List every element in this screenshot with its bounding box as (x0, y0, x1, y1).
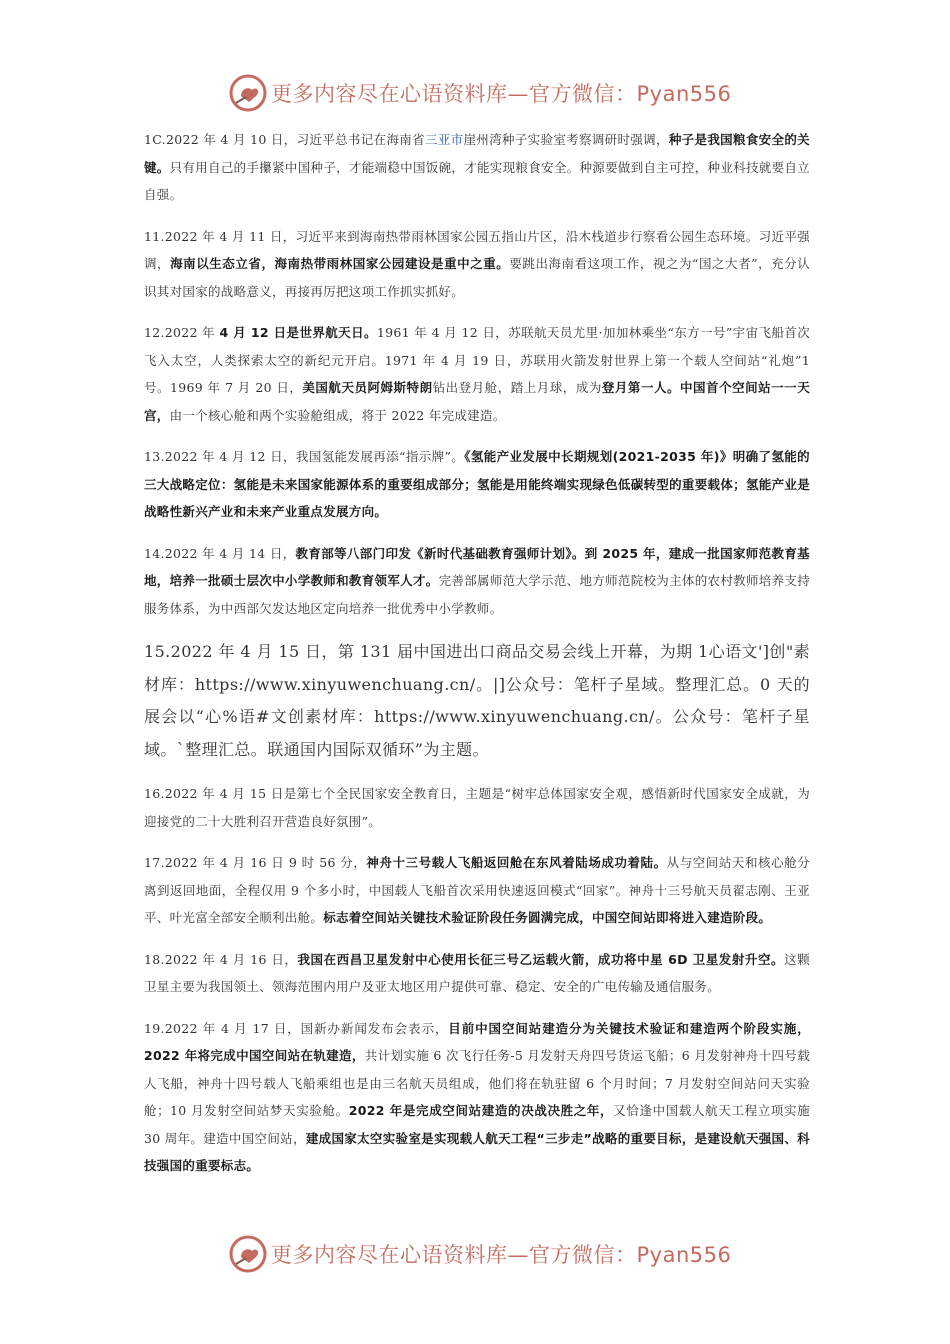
body-text: 又恰逢中国载人航天工程立项实施 30 周年。建造中国空间站， (144, 1103, 810, 1146)
emphasis-text: 2022 年是完成空间站建造的决战决胜之年， (348, 1103, 614, 1118)
news-item-18 (144, 946, 810, 1001)
hand-heart-logo-icon (228, 73, 268, 113)
news-item-14 (144, 540, 810, 623)
emphasis-text: 登月第一人。中国首个空间站一一天宫， (144, 380, 810, 423)
emphasis-text: 标志着空间站关键技术验证阶段任务圆满完成，中国空间站即将进入建造阶段。 (323, 910, 772, 925)
body-text: 1C.2022 年 4 月 10 日，习近平总书记在海南省 (144, 132, 425, 147)
emphasis-text: 《氢能产业发展中长期规划(2021-2035 年)》明确了氢能的三大战略定位：氢能是未来国家能源体系的重要组成部分；氢能是用能终端实现绿色低碳转型的重要载体；氢能产业是战略性新兴产业和未来产业重点发展方向。 (144, 449, 810, 519)
body-text: 崖州湾种子实验室考察调研时强调， (463, 132, 669, 147)
body-text: 11.2022 年 4 月 11 日，习近平来到海南热带雨林国家公园五指山片区，沿木栈道步行察看公园生态环境。习近平强调， (144, 228, 810, 271)
emphasis-text: 我国在西昌卫星发射中心使用长征三号乙运载火箭，成功将中星 6D 卫星发射升空。 (297, 951, 785, 967)
news-item-10 (144, 126, 810, 209)
news-item-19 (144, 1015, 810, 1180)
place-link[interactable]: 三亚市 (424, 132, 464, 147)
body-text: 14.2022 年 4 月 14 日， (144, 545, 296, 561)
body-text: 从与空间站天和核心舱分离到返回地面，全程仅用 9 个多小时，中国载人飞船首次采用快速返回模式“回家”。神舟十三号航天员翟志刚、王亚平、叶光富全部安全顺利出舱。 (144, 855, 810, 925)
article-body (144, 126, 810, 1194)
body-text: 要跳出海南看这项工作，视之为“国之大者”，充分认识其对国家的战略意义，再接再厉把这项工作抓实抓好。 (144, 256, 811, 299)
news-item-16 (144, 780, 810, 835)
emphasis-text: 种子是我国粮食安全的关键。 (144, 132, 810, 175)
body-text: 1961 年 4 月 12 日，苏联航天员尤里·加加林乘坐“东方一号”宇宙飞船首次飞入太空，人类探索太空的新纪元开启。1971 年 4 月 19 日，苏联用火箭发射世界上第一个载人空间站“礼炮”1 号。1969 年 7 月 20 日， (144, 325, 811, 395)
news-item-13 (144, 443, 810, 526)
header-banner (228, 72, 748, 114)
body-text: 19.2022 年 4 月 17 日，国新办新闻发布会表示， (144, 1020, 449, 1036)
banner-text: 更多内容尽在心语资料库—官方微信：Pyan556 (271, 82, 732, 106)
emphasis-text: 美国航天员阿姆斯特朗 (302, 380, 433, 395)
emphasis-text: 海南以生态立省，海南热带雨林国家公园建设是重中之重。 (170, 256, 510, 271)
body-text: 共计划实施 6 次飞行任务-5 月发射天舟四号货运飞船；6 月发射神舟十四号载人飞船，神舟十四号载人飞船乘组也是由三名航天员组成，他们将在轨驻留 6 个月时间；7 月发射空间站问天实验舱；10 月发射空间站梦天实验舱。 (144, 1048, 810, 1118)
news-item-15 (144, 636, 810, 766)
body-text: 完善部属师范大学示范、地方师范院校为主体的农村教师培养支持服务体系，为中西部欠发达地区定向培养一批优秀中小学教师。 (144, 573, 810, 616)
body-text: 只有用自己的手攥紧中国种子，才能端稳中国饭碗，才能实现粮食安全。种源要做到自主可控，种业科技就要自立自强。 (144, 159, 810, 202)
body-text: 17.2022 年 4 月 16 日 9 时 56 分， (144, 855, 367, 870)
news-item-12 (144, 319, 810, 429)
banner-text: 更多内容尽在心语资料库—官方微信：Pyan556 (271, 1243, 732, 1267)
emphasis-text: 目前中国空间站建造分为关键技术验证和建造两个阶段实施，2022 年将完成中国空间站在轨建造， (144, 1020, 810, 1063)
body-text: 钻出登月舱，踏上月球，成为 (432, 380, 602, 395)
hand-heart-logo-icon (228, 1234, 268, 1274)
body-text: 13.2022 年 4 月 12 日，我国氢能发展再添“指示牌”。 (144, 449, 465, 464)
news-item-17 (144, 849, 810, 932)
emphasis-text: 神舟十三号载人飞船返回舱在东风着陆场成功着陆。 (366, 855, 667, 870)
body-text: 18.2022 年 4 月 16 日， (144, 951, 298, 967)
body-text: 16.2022 年 4 月 15 日是第七个全民国家安全教育日，主题是“树牢总体国家安全观，感悟新时代国家安全成就，为迎接党的二十大胜利召开营造良好氛围”。 (144, 786, 810, 829)
body-text: 这颗卫星主要为我国领土、领海范围内用户及亚太地区用户提供可靠、稳定、安全的广电传输及通信服务。 (144, 951, 810, 994)
emphasis-text: 建成国家太空实验室是实现载人航天工程“三步走”战略的重要目标，是建设航天强国、科技强国的重要标志。 (144, 1130, 810, 1173)
body-text: 由一个核心舱和两个实验舱组成，将于 2022 年完成建造。 (169, 407, 506, 423)
body-text: 15.2022 年 4 月 15 日，第 131 届中国进出口商品交易会线上开幕，为期 1心语文']创"素材库：https://www.xinyuwenchuang.cn/。|]公众号：笔杆子星域。整理汇总。0 天的展会以“心%语#文创素材库：https://www.xinyuwenchuang.cn/。公众号：笔杆子星域。`整理汇总。联通国内国际双循环”为主题。 (144, 642, 810, 759)
body-text: 12.2022 年 (144, 325, 220, 340)
footer-banner (228, 1233, 748, 1275)
emphasis-text: 教育部等八部门印发《新时代基础教育强师计划》。到 2025 年，建成一批国家师范教育基地，培养一批硕士层次中小学教师和教育领军人才。 (144, 545, 810, 588)
news-item-11 (144, 223, 810, 306)
emphasis-text: 4 月 12 日是世界航天日。 (219, 325, 377, 340)
